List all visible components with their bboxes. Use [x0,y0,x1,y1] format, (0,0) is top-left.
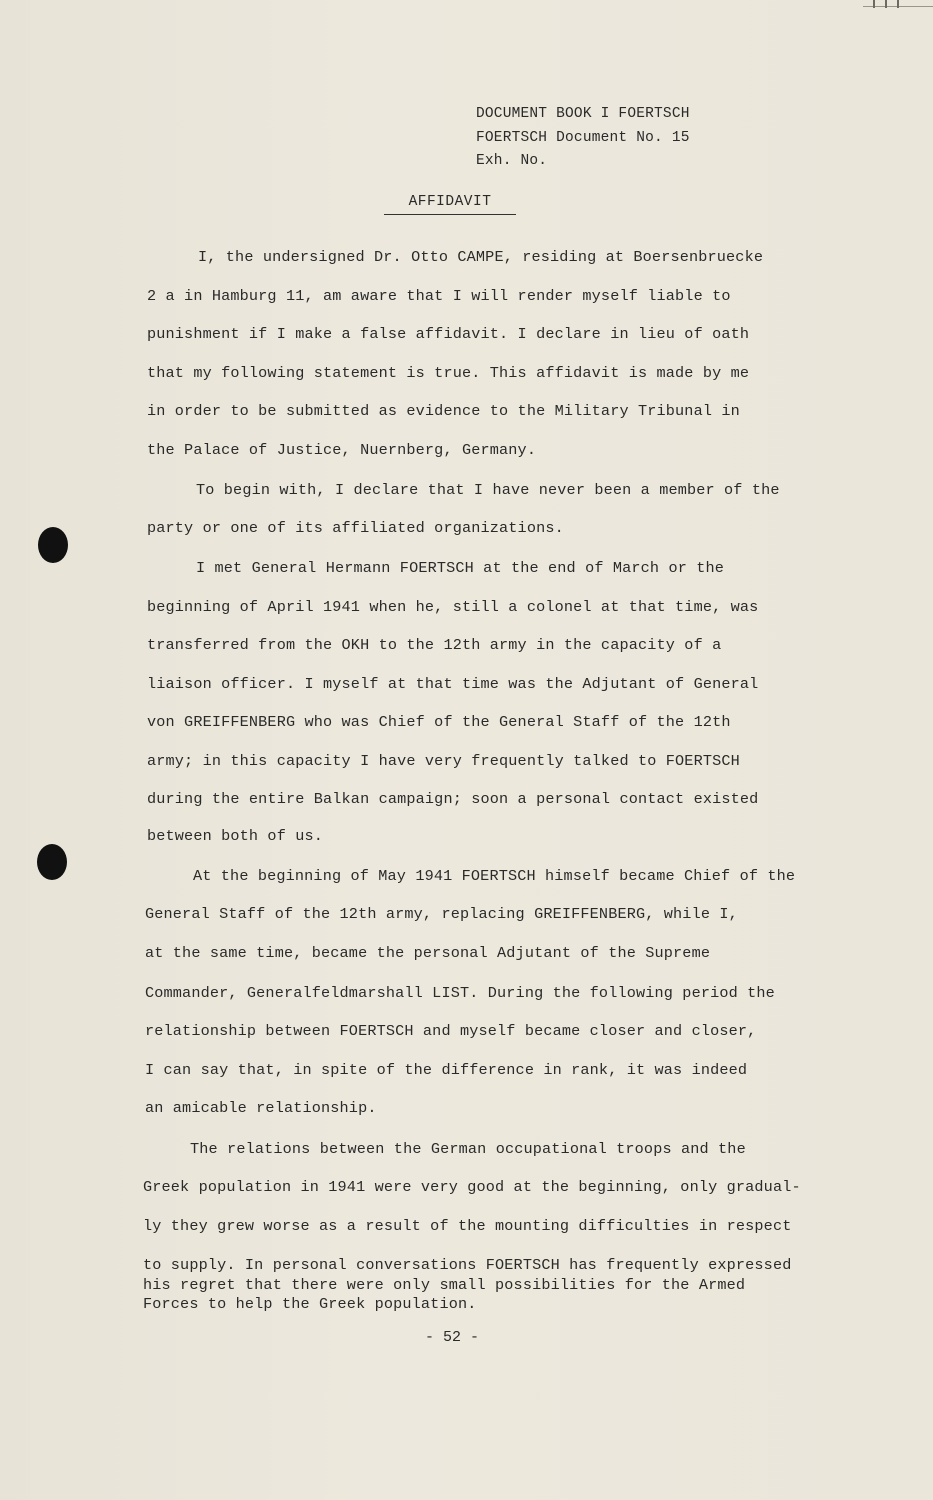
body-line: Greek population in 1941 were very good at the beginning, only gradual- [143,1178,801,1196]
punch-hole-top [38,527,68,563]
body-line: I can say that, in spite of the difference in rank, it was indeed [145,1061,748,1079]
body-line: At the beginning of May 1941 FOERTSCH himself became Chief of the [193,867,796,885]
body-line: ly they grew worse as a result of the mounting difficulties in respect [143,1217,792,1235]
page-number: - 52 - [425,1329,480,1346]
body-line: Commander, Generalfeldmarshall LIST. During the following period the [145,984,775,1002]
body-line: Forces to help the Greek population. [143,1295,477,1313]
header-document-book: DOCUMENT BOOK I FOERTSCH [476,106,690,122]
edge-tick [897,0,899,8]
body-line: the Palace of Justice, Nuernberg, Germany. [147,441,537,459]
body-line: General Staff of the 12th army, replacing GREIFFENBERG, while I, [145,905,738,923]
body-line: at the same time, became the personal Adjutant of the Supreme [145,944,711,962]
body-line: army; in this capacity I have very frequently talked to FOERTSCH [147,752,740,770]
affidavit-title: AFFIDAVIT [384,194,516,215]
body-line: von GREIFFENBERG who was Chief of the General Staff of the 12th [147,713,731,731]
body-line: To begin with, I declare that I have never been a member of the [196,481,780,499]
header-document-number: FOERTSCH Document No. 15 [476,129,690,146]
body-line: relationship between FOERTSCH and myself became closer and closer, [145,1022,757,1040]
body-line: The relations between the German occupational troops and the [190,1140,746,1158]
header-exhibit-number: Exh. No. [476,153,548,169]
body-line: an amicable relationship. [145,1099,377,1117]
body-line: between both of us. [147,827,324,845]
document-header [476,103,690,174]
body-line: transferred from the OKH to the 12th army in the capacity of a [147,636,722,654]
edge-tick [885,0,887,8]
body-line: liaison officer. I myself at that time was the Adjutant of General [147,675,759,693]
body-line: party or one of its affiliated organizations. [147,519,564,537]
body-line: in order to be submitted as evidence to the Military Tribunal in [147,402,740,420]
edge-tick [873,0,875,8]
body-line: beginning of April 1941 when he, still a colonel at that time, was [147,598,759,616]
body-line: I met General Hermann FOERTSCH at the end of March or the [196,559,725,577]
body-line: I, the undersigned Dr. Otto CAMPE, residing at Boersenbruecke [198,248,764,266]
punch-hole-bottom [37,844,67,880]
body-line: his regret that there were only small possibilities for the Armed [143,1276,746,1294]
body-line: to supply. In personal conversations FOERTSCH has frequently expressed [143,1256,792,1274]
body-line: during the entire Balkan campaign; soon a personal contact existed [147,790,759,808]
body-line: that my following statement is true. This affidavit is made by me [147,364,750,382]
body-line: 2 a in Hamburg 11, am aware that I will render myself liable to [147,287,731,305]
body-line: punishment if I make a false affidavit. I declare in lieu of oath [147,325,750,343]
